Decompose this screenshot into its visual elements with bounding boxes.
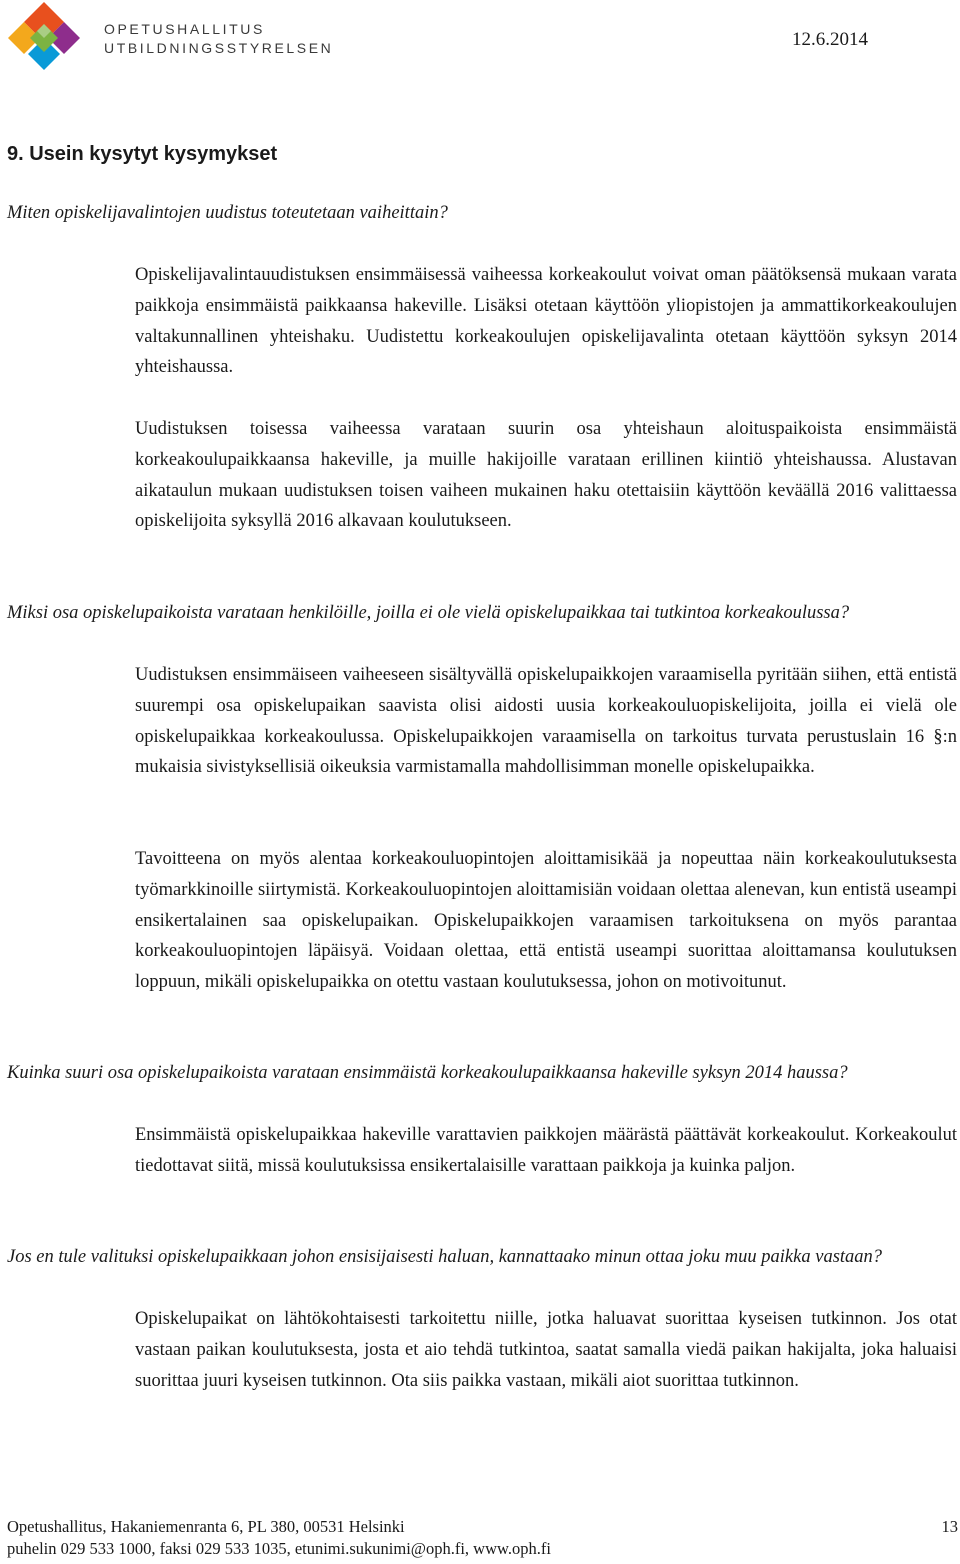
footer-address: Opetushallitus, Hakaniemenranta 6, PL 380, 00531 Helsinki [7,1517,405,1536]
answer-1-paragraph-2: Uudistuksen toisessa vaiheessa varataan suurin osa yhteishaun aloituspaikoista ensimmäistä korkeakoulupaikkaansa hakeville, ja muille hakijoille varataan erillinen kiintiö yhteishaussa. Alustavan aikataulun mukaan uudistuksen toisen vaiheen mukainen haku otettaisiin käyttöön keväällä 2016 valittaessa opiskelijoita syksyllä 2016 alkavaan koulutukseen. [135,419,957,532]
page-number: 13 [941,1517,958,1536]
answer-2-paragraph-2: Tavoitteena on myös alentaa korkeakouluopintojen aloittamisikää ja nopeuttaa näin korkeakoulutuksesta työmarkkinoille siirtymistä. Korkeakouluopintojen aloittamisiän voidaan olettaa alenevan, kun entistä useampi ensikertalainen saa opiskelupaikan. Opiskelupaikkojen varaamisen tarkoituksena on myös parantaa korkeakouluopintojen läpäisyä. Voidaan olettaa, että entistä useampi suorittaa aloittamansa koulutuksen loppuun, mikäli opiskelupaikka on otettu vastaan koulutuksessa, johon on motivoitunut. [135,849,957,993]
answer-2-paragraph-1: Uudistuksen ensimmäiseen vaiheeseen sisältyvällä opiskelupaikkojen varaamisella pyritään siihen, että entistä suurempi osa opiskelupaikan saavista olisi aidosti uusia korkeakouluopiskelijoita, joilla ei vielä ole opiskelupaikkaa korkeakoulussa. Opiskelupaikkojen varaamisella on tarkoitus turvata perustuslain 16 §:n mukaisia sivistyksellisiä oikeuksia varmistamalla mahdollisimman monelle opiskelupaikka. [135,665,957,778]
page-footer [7,1516,958,1560]
question-1: Miten opiskelijavalintojen uudistus toteutetaan vaiheittain? [7,203,448,223]
footer-contact: puhelin 029 533 1000, faksi 029 533 1035, etunimi.sukunimi@oph.fi, www.oph.fi [7,1539,551,1558]
answer-3-paragraph-1: Ensimmäistä opiskelupaikkaa hakeville varattavien paikkojen määrästä päättävät korkeakoulut. Korkeakoulut tiedottavat siitä, missä koulutuksissa ensikertalaisille varattaan paikkoja ja kuinka paljon. [135,1125,957,1176]
question-3: Kuinka suuri osa opiskelupaikoista varataan ensimmäistä korkeakoulupaikkaansa hakeville syksyn 2014 haussa? [7,1063,848,1083]
logo-line-1: OPETUSHALLITUS [104,21,265,37]
logo-line-2: UTBILDNINGSSTYRELSEN [104,40,334,56]
section-title: 9. Usein kysytyt kysymykset [7,143,278,165]
oph-logo [8,2,334,74]
question-4: Jos en tule valituksi opiskelupaikkaan johon ensisijaisesti haluan, kannattaako minun ottaa joku muu paikka vastaan? [7,1247,883,1267]
answer-4-paragraph-1: Opiskelupaikat on lähtökohtaisesti tarkoitettu niille, jotka haluavat suorittaa kyseisen tutkinnon. Jos otat vastaan paikan koulutuksesta, josta et aio tehdä tutkintoa, saatat samalla viedä paikan hakijalta, joka haluaisi suorittaa juuri kyseisen tutkinnon. Ota siis paikka vastaan, mikäli aiot suorittaa tutkinnon. [135,1309,957,1391]
question-2: Miksi osa opiskelupaikoista varataan henkilöille, joilla ei ole vielä opiskelupaikkaa tai tutkintoa korkeakoulussa? [7,603,850,623]
answer-1-paragraph-1: Opiskelijavalintauudistuksen ensimmäisessä vaiheessa korkeakoulut voivat oman päätöksensä mukaan varata paikkoja ensimmäistä paikkaansa hakeville. Lisäksi otetaan käyttöön yliopistojen ja ammattikorkeakoulujen valtakunnallinen yhteishaku. Uudistettu korkeakoulujen opiskelijavalinta otetaan käyttöön syksyn 2014 yhteishaussa. [135,265,957,378]
header-date: 12.6.2014 [792,29,868,50]
logo-diamond-icon [8,2,88,74]
